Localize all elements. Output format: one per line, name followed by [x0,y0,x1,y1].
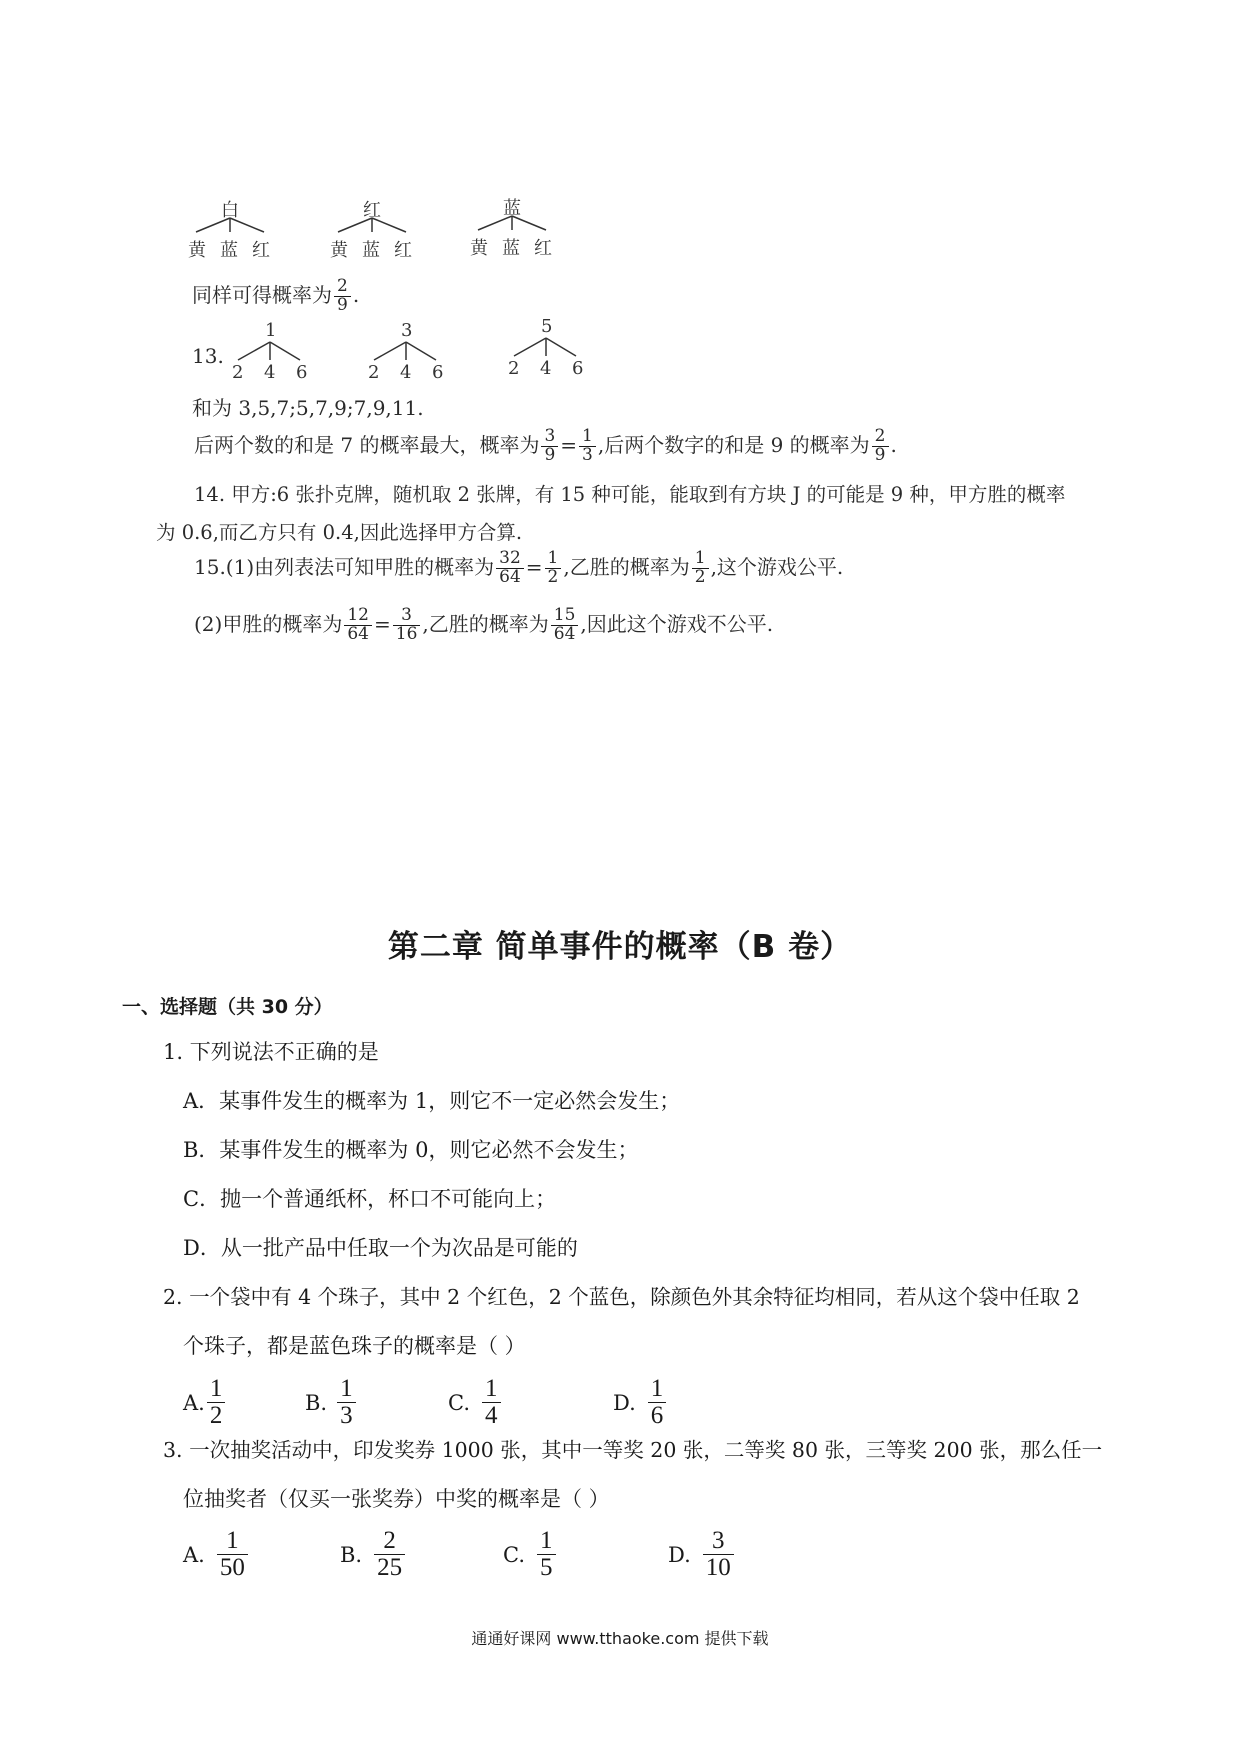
fraction: $\frac{2}{9}$ [334,278,351,315]
tree-leaf: 4 [264,362,276,383]
question-14-line-2: 为 0.6,而乙方只有 0.4,因此选择甲方合算. [156,521,523,544]
tree-leaf: 红 [252,240,270,261]
tree-root: 红 [363,200,381,221]
tree-leaf: 4 [540,358,552,379]
tree-leaf: 6 [432,362,444,383]
question-3-option-d: D. $\frac{3}{10}$ [668,1528,736,1582]
question-1-option-b: B．某事件发生的概率为 0，则它必然不会发生； [183,1138,639,1162]
question-14-line-1: 14. 甲方:6 张扑克牌，随机取 2 张牌，有 15 种可能，能取到有方块 J 的可能是 9 种，甲方胜的概率 [194,483,1066,506]
question-2-stem-line-2: 个珠子，都是蓝色珠子的概率是（ ） [183,1334,526,1358]
tree-diagram-1 [228,322,308,382]
question-1-option-c: C．抛一个普通纸杯，杯口不可能向上； [183,1187,557,1211]
tree-diagram-white [188,196,278,261]
question-2-stem-line-1: 2. 一个袋中有 4 个珠子，其中 2 个红色，2 个蓝色，除颜色外其余特征均相同，若从这个袋中任取 2 [163,1285,1080,1309]
question-2-option-a: A. $\frac{1}{2}$ [183,1376,227,1430]
question-3-option-c: C. $\frac{1}{5}$ [503,1528,558,1582]
fraction: $\frac{1}{5}$ [537,1528,556,1582]
tree-diagram-blue [470,194,560,259]
fraction: $\frac{2}{9}$ [872,428,889,465]
question-13-label: 13. [192,344,224,368]
question-1-option-d: D．从一批产品中任取一个为次品是可能的 [183,1236,578,1260]
tree-leaf: 蓝 [362,240,380,261]
tree-root: 蓝 [503,198,521,219]
sums-line: 和为 3,5,7;5,7,9;7,9,11. [192,396,424,420]
tree-diagram-5 [504,318,584,378]
fraction: $\frac{3}{16}$ [393,607,421,644]
tree-root: 3 [401,320,413,341]
question-2-option-d: D. $\frac{1}{6}$ [613,1376,668,1430]
question-3-option-a: A. $\frac{1}{50}$ [183,1528,250,1582]
chapter-title: 第二章 简单事件的概率（B 卷） [387,929,853,965]
question-1-option-a: A．某事件发生的概率为 1，则它不一定必然会发生； [183,1089,681,1113]
tree-leaf: 4 [400,362,412,383]
tree-root: 1 [265,320,277,341]
fraction: $\frac{1}{50}$ [217,1528,248,1582]
tree-leaf: 蓝 [220,240,238,261]
question-15-part-1: 15.(1)由列表法可知甲胜的概率为 $\frac{32}{64}$ = $\frac{1}{2}$ ,乙胜的概率为 $\frac{1}{2}$ ,这个游戏公平. [194,548,844,587]
fraction: $\frac{1}{2}$ [545,550,562,587]
fraction: $\frac{3}{10}$ [703,1528,734,1582]
tree-leaf: 黄 [470,238,488,259]
tree-root: 白 [221,200,239,221]
answer-line-1: 同样可得概率为 $\frac{2}{9}$ . [192,276,360,315]
tree-root: 5 [541,316,553,337]
fraction: $\frac{1}{2}$ [207,1376,226,1430]
tree-leaf: 2 [368,362,380,383]
fraction: $\frac{1}{3}$ [579,428,596,465]
question-1-stem: 1. 下列说法不正确的是 [163,1040,379,1064]
tree-leaf: 黄 [188,240,206,261]
fraction: $\frac{15}{64}$ [551,607,579,644]
footer-credit: 通通好课网 www.tthaoke.com 提供下载 [471,1629,769,1648]
fraction: $\frac{1}{4}$ [482,1376,501,1430]
question-2-option-b: B. $\frac{1}{3}$ [305,1376,358,1430]
question-3-stem-line-2: 位抽奖者（仅买一张奖券）中奖的概率是（ ） [183,1487,610,1511]
tree-leaf: 红 [534,238,552,259]
tree-leaf: 6 [296,362,308,383]
tree-leaf: 6 [572,358,584,379]
question-15-part-2: (2)甲胜的概率为 $\frac{12}{64}$ = $\frac{3}{16}$ ,乙胜的概率为 $\frac{15}{64}$ ,因此这个游戏不公平. [194,605,774,644]
tree-leaf: 蓝 [502,238,520,259]
fraction: $\frac{2}{25}$ [374,1528,405,1582]
tree-diagram-red [330,196,420,261]
question-3-option-b: B. $\frac{2}{25}$ [340,1528,407,1582]
fraction: $\frac{1}{6}$ [648,1376,667,1430]
tree-leaf: 红 [394,240,412,261]
question-2-option-c: C. $\frac{1}{4}$ [448,1376,503,1430]
tree-leaf: 2 [232,362,244,383]
section-title: 一、选择题（共 30 分） [122,996,333,1018]
fraction: $\frac{1}{2}$ [692,550,709,587]
question-3-stem-line-1: 3. 一次抽奖活动中，印发奖券 1000 张，其中一等奖 20 张，二等奖 80 张，三等奖 200 张，那么任一 [163,1438,1103,1462]
fraction: $\frac{32}{64}$ [496,550,524,587]
fraction: $\frac{1}{3}$ [337,1376,356,1430]
fraction: $\frac{12}{64}$ [344,607,372,644]
answer-line-3: 后两个数的和是 7 的概率最大，概率为 $\frac{3}{9}$ = $\frac{1}{3}$ ,后两个数字的和是 9 的概率为 $\frac{2}{9}$ . [194,426,897,465]
tree-diagram-3 [364,322,444,382]
fraction: $\frac{3}{9}$ [541,428,558,465]
tree-leaf: 2 [508,358,520,379]
tree-leaf: 黄 [330,240,348,261]
